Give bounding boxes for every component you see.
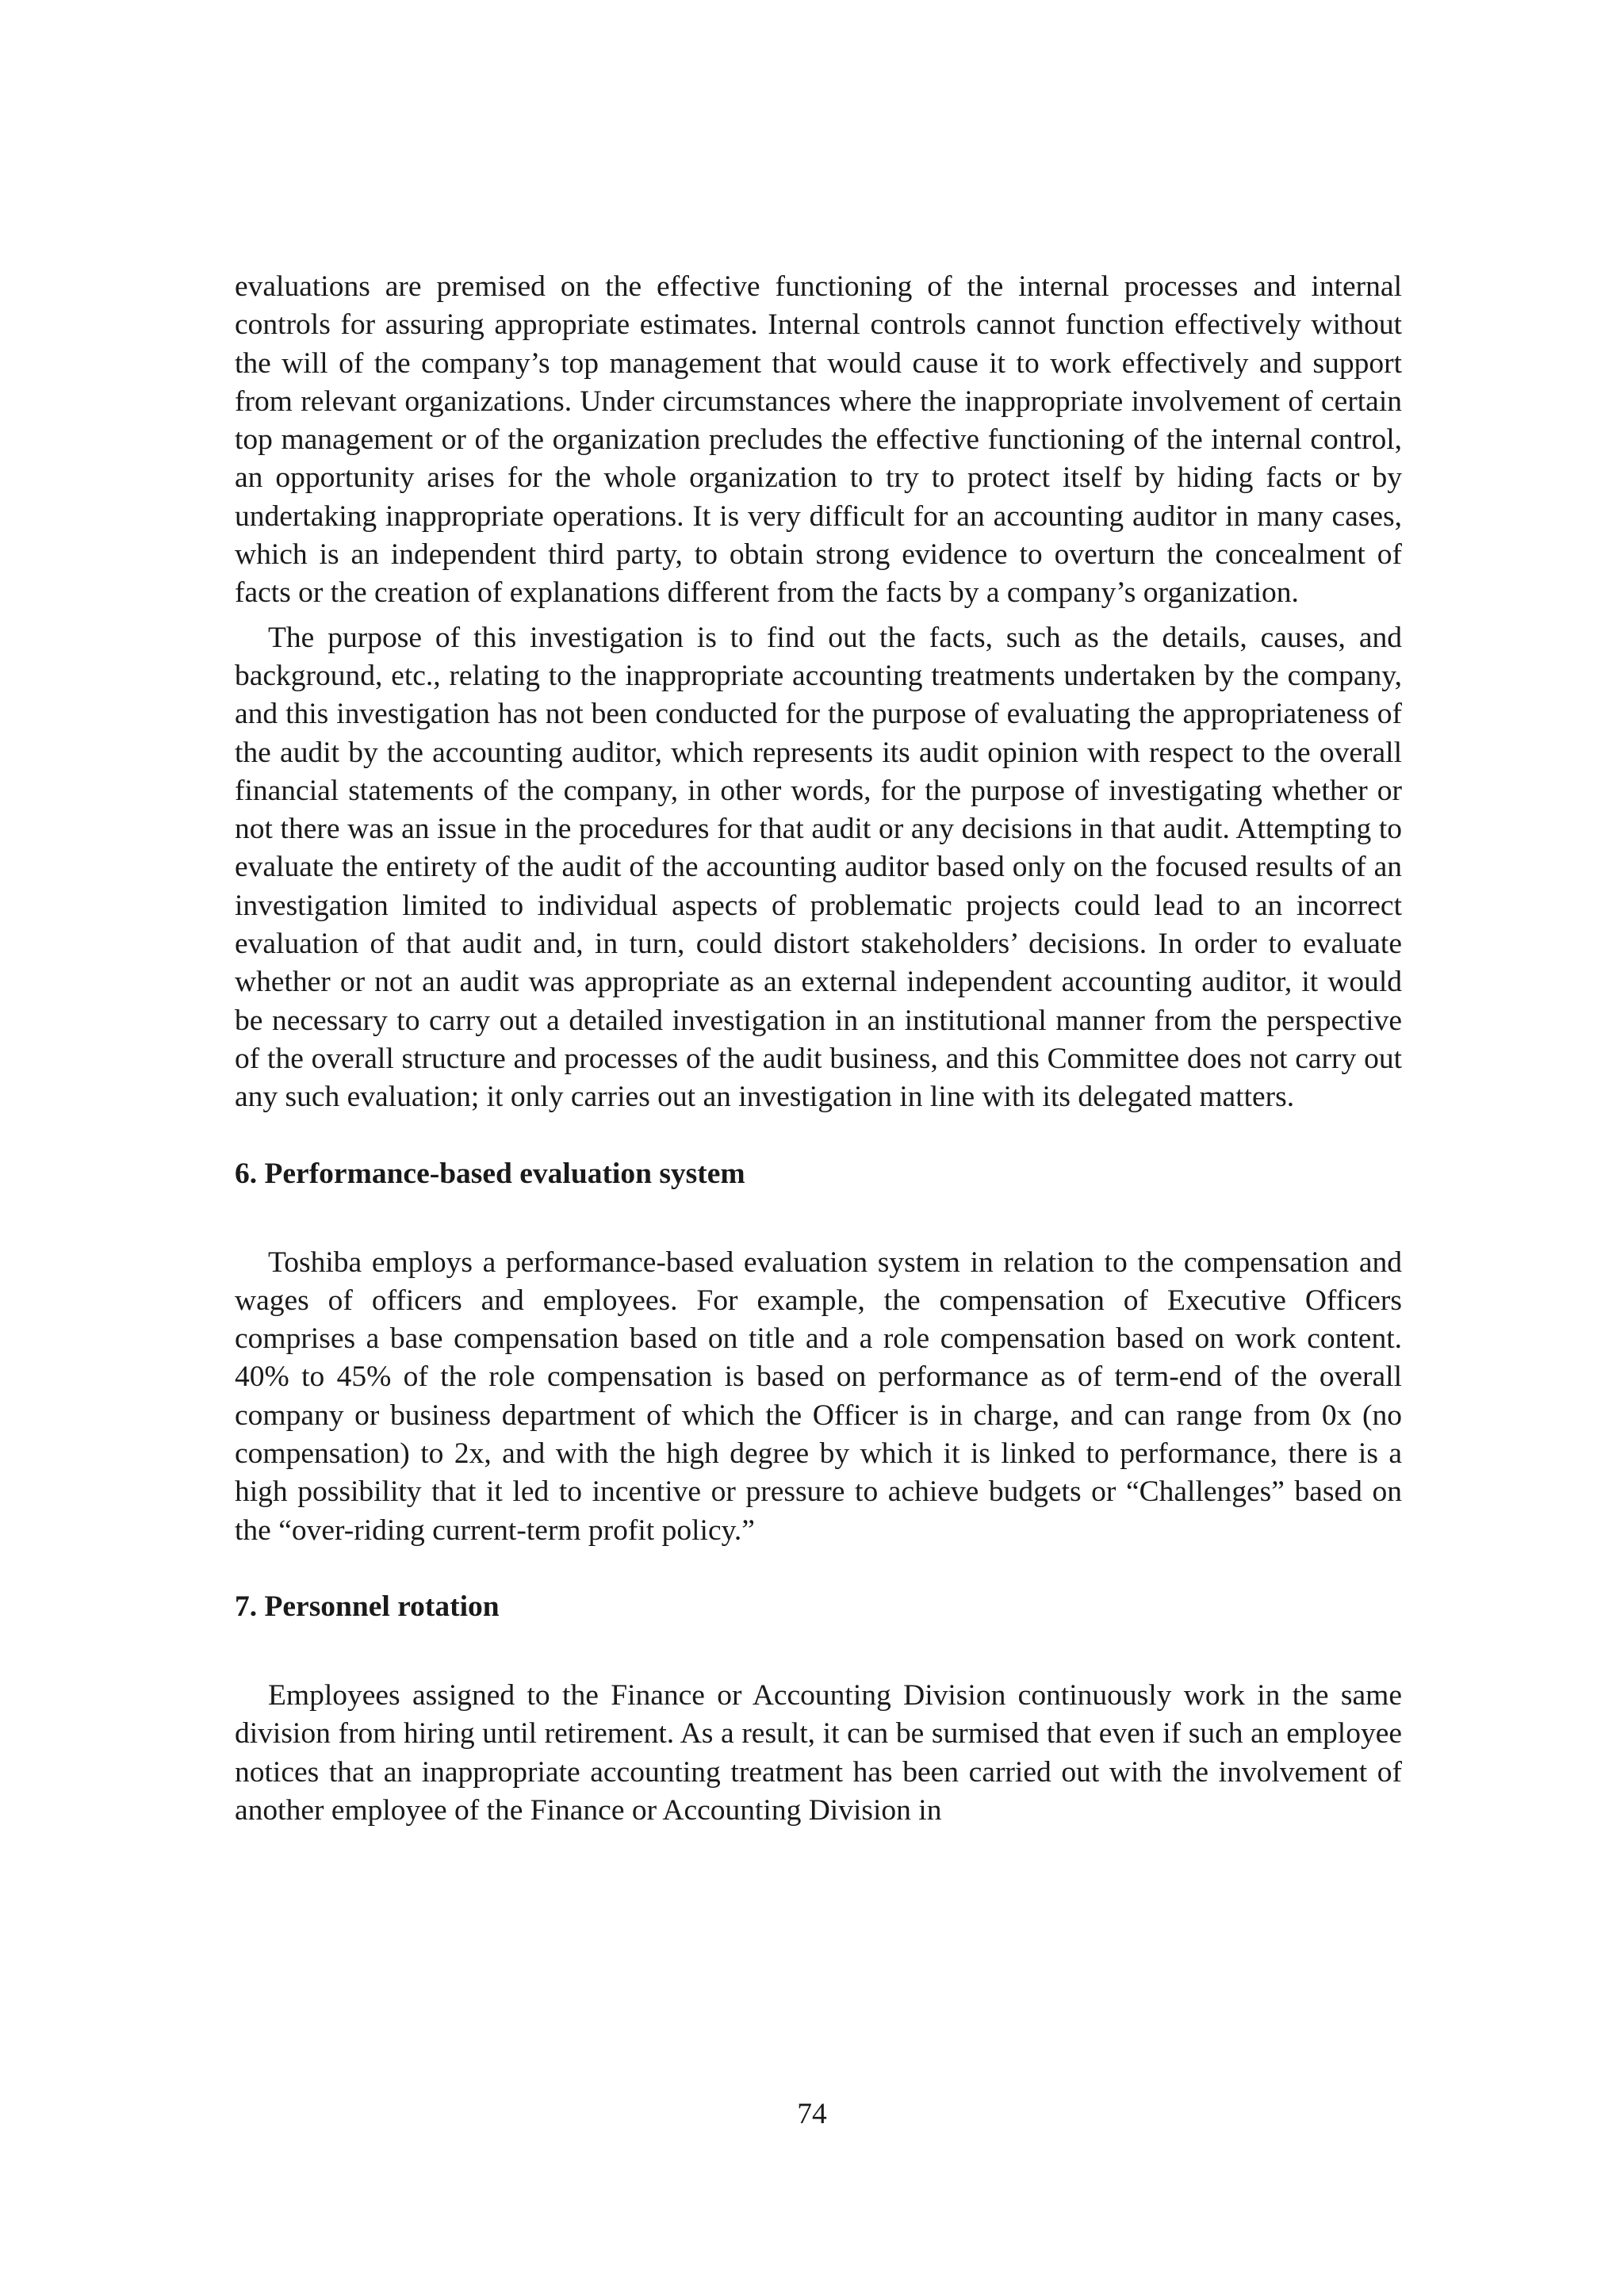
paragraph-investigation-purpose: The purpose of this investigation is to find out the facts, such as the details, causes, and background, etc., relating to the inappropriate accounting treatments undertaken by the company, and this investigation has not been conducted for the purpose of evaluating the appropriateness of the audit by the accounting auditor, which represents its audit opinion with respect to the overall financial statements of the company, in other words, for the purpose of investigating whether or not there was an issue in the procedures for that audit or any decisions in that audit. Attempting to evaluate the entirety of the audit of the accounting auditor based only on the focused results of an investigation limited to individual aspects of problematic projects could lead to an incorrect evaluation of that audit and, in turn, could distort stakeholders’ decisions. In order to evaluate whether or not an audit was appropriate as an external independent accounting auditor, it would be necessary to carry out a detailed investigation in an institutional manner from the perspective of the overall structure and processes of the audit business, and this Committee does not carry out any such evaluation; it only carries out an investigation in line with its delegated matters.	[235, 621, 1402, 1114]
paragraph-internal-controls: evaluations are premised on the effective functioning of the internal processes and internal controls for assuring appropriate estimates. Internal controls cannot function effectively without the will of the company’s top management that would cause it to work effectively and support from relevant organizations. Under circumstances where the inappropriate involvement of certain top management or of the organization precludes the effective functioning of the internal control, an opportunity arises for the whole organization to try to protect itself by hiding facts or by undertaking inappropriate operations. It is very difficult for an accounting auditor in many cases, which is an independent third party, to obtain strong evidence to overturn the concealment of facts or the creation of explanations different from the facts by a company’s organization.	[235, 270, 1402, 610]
paragraph-personnel-rotation: Employees assigned to the Finance or Accounting Division continuously work in the same division from hiring until retirement. As a result, it can be surmised that even if such an employee notices that an inappropriate accounting treatment has been carried out with the involvement of another employee of the Finance or Accounting Division in	[235, 1678, 1402, 1827]
page-number: 74	[797, 2098, 827, 2130]
paragraph-performance-evaluation: Toshiba employs a performance-based evaluation system in relation to the compensation and wages of officers and employees. For example, the compensation of Executive Officers comprises a base compensation based on title and a role compensation based on work content. 40% to 45% of the role compensation is based on performance as of term-end of the overall company or business department of which the Officer is in charge, and can range from 0x (no compensation) to 2x, and with the high degree by which it is linked to performance, there is a high possibility that it led to incentive or pressure to achieve budgets or “Challenges” based on the “over-riding current-term profit policy.”	[235, 1246, 1402, 1547]
document-page	[235, 268, 1402, 1830]
section-heading-personnel-rotation: 7. Personnel rotation	[235, 1590, 500, 1623]
section-heading-performance-evaluation: 6. Performance-based evaluation system	[235, 1157, 745, 1190]
